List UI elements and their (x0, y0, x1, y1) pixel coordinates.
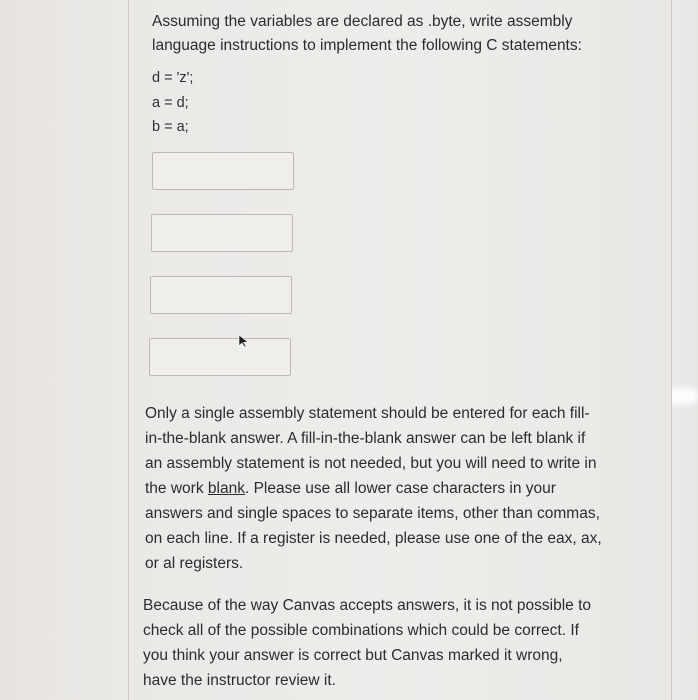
note-line-3: you think your answer is correct but Canvas marked it wrong, (143, 647, 563, 664)
note-line-1: Because of the way Canvas accepts answers, it is not possible to (143, 597, 592, 614)
note-paragraph (143, 593, 633, 693)
instructions-line-6: on each line. If a register is needed, please use one of the eax, ax, (145, 530, 602, 547)
instructions-line-5: answers and single spaces to separate items, other than commas, (145, 505, 600, 522)
code-line-1: d = 'z'; (152, 70, 194, 86)
answer-input-1[interactable] (152, 152, 294, 190)
instructions-line-1: Only a single assembly statement should be entered for each fill- (145, 405, 590, 422)
mouse-pointer-icon (237, 334, 251, 348)
instructions-line-4-post: . Please use all lower case characters in your (244, 480, 556, 497)
instructions-line-3: an assembly statement is not needed, but you will need to write in (145, 455, 597, 472)
note-line-2: check all of the possible combinations which could be correct. If (143, 622, 579, 639)
blank-link[interactable]: blank (207, 480, 245, 497)
instructions-line-7: or al registers. (145, 555, 244, 572)
question-line-1: Assuming the variables are declared as .byte, write assembly (152, 13, 573, 30)
question-line-2: language instructions to implement the following C statements: (152, 37, 582, 54)
answer-input-4[interactable] (149, 338, 291, 376)
question-text (152, 10, 652, 58)
code-line-3: b = a; (152, 119, 189, 135)
code-line-2: a = d; (152, 95, 189, 111)
instructions-line-4-pre: the work (145, 480, 208, 497)
note-line-4: have the instructor review it. (143, 672, 336, 689)
instructions-line-4 (145, 476, 635, 501)
answer-input-3[interactable] (150, 276, 292, 314)
instructions-line-2: in-the-blank answer. A fill-in-the-blank answer can be left blank if (145, 430, 586, 447)
instructions-paragraph (145, 401, 635, 576)
answer-input-2[interactable] (151, 214, 293, 252)
